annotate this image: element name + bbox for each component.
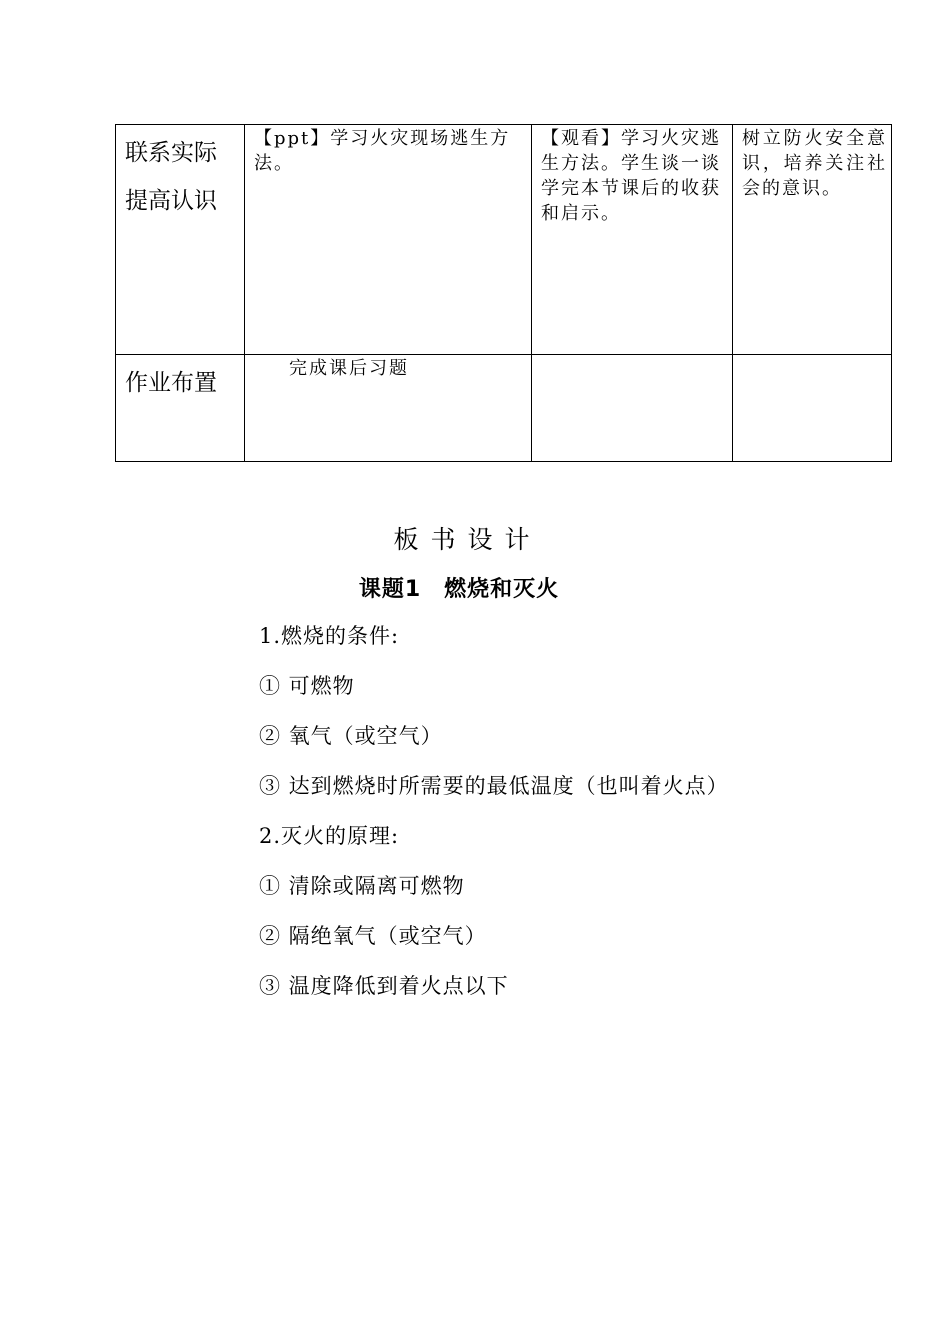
teacher-activity-cell: 【ppt】学习火灾现场逃生方法。 — [245, 125, 532, 355]
board-line: 1.燃烧的条件: — [259, 624, 400, 648]
lesson-title: 课题1 燃烧和灭火 — [358, 577, 560, 602]
student-activity-cell: 【观看】学习火灾逃生方法。学生谈一谈学完本节课后的收获和启示。 — [532, 125, 733, 355]
board-line: ① 清除或隔离可燃物 — [259, 874, 465, 898]
board-line: ③ 温度降低到着火点以下 — [259, 974, 509, 998]
table-row — [116, 125, 892, 355]
row-label-line: 联系实际 — [125, 140, 217, 166]
student-activity-cell — [532, 355, 733, 462]
row-label-cell — [116, 125, 245, 355]
board-line: ① 可燃物 — [259, 674, 355, 698]
row-label-cell: 作业布置 — [116, 355, 245, 462]
board-line: ② 氧气（或空气） — [259, 724, 443, 748]
lesson-plan-table — [115, 124, 892, 462]
teacher-activity-cell: 完成课后习题 — [245, 355, 532, 462]
board-line: ③ 达到燃烧时所需要的最低温度（也叫着火点） — [259, 774, 729, 798]
design-intent-cell — [733, 355, 892, 462]
board-line: 2.灭火的原理: — [259, 824, 400, 848]
board-design-heading: 板书设计 — [393, 525, 542, 554]
board-line: ② 隔绝氧气（或空气） — [259, 924, 487, 948]
table-row — [116, 355, 892, 462]
row-label-line: 提高认识 — [125, 188, 217, 214]
design-intent-cell: 树立防火安全意识，培养关注社会的意识。 — [733, 125, 892, 355]
